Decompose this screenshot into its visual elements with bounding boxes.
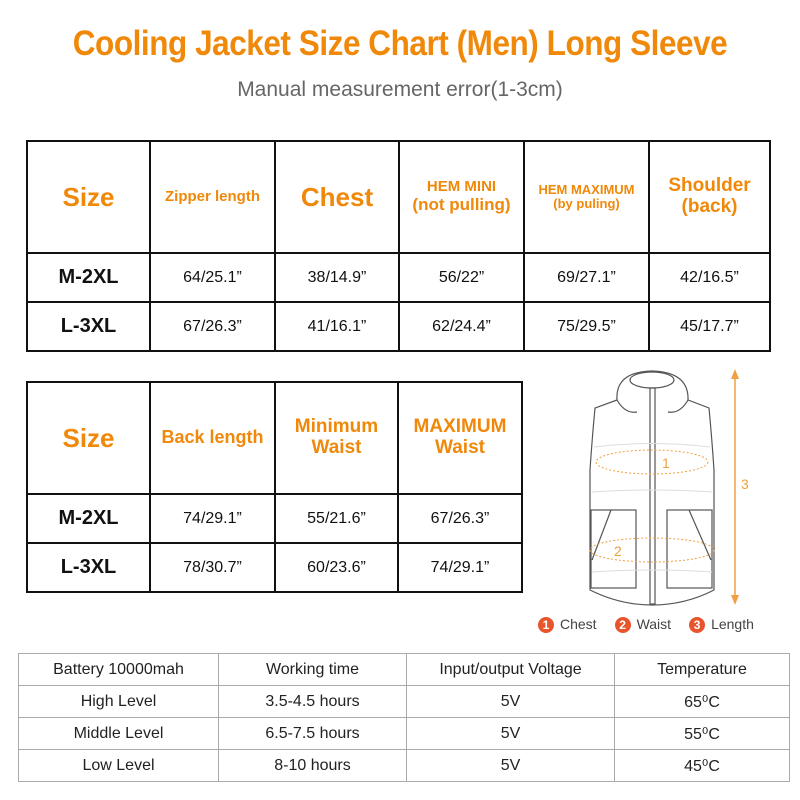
cell: 74/29.1” [398, 543, 522, 592]
cell: 38/14.9” [275, 253, 399, 302]
header-row [27, 382, 398, 494]
cell: 5V [407, 718, 615, 750]
cell: 62/24.4” [399, 302, 524, 351]
shoulder-label: Shoulder [668, 175, 751, 197]
cell: 67/26.3” [150, 302, 275, 351]
size-cell: L-3XL [27, 302, 150, 351]
size-cell: M-2XL [27, 494, 150, 543]
page-title: Cooling Jacket Size Chart (Men) Long Sleeve [72, 24, 728, 63]
cell: 55/21.6” [275, 494, 398, 543]
table-row [19, 718, 790, 750]
cell: 5V [407, 750, 615, 782]
max-waist-label: MAXIMUM [413, 416, 507, 438]
label-length-number: 3 [741, 476, 749, 492]
table-row [27, 494, 398, 543]
cell: 55⁰C [615, 718, 790, 750]
header-row [27, 141, 770, 253]
hem-max-label: HEM MAXIMUM [538, 181, 635, 197]
cell: High Level [19, 686, 219, 718]
header-cell: Working time [219, 654, 407, 686]
cell: Low Level [19, 750, 219, 782]
hem-mini-note: (not pulling) [412, 194, 511, 214]
legend-label: Length [711, 616, 754, 632]
cell: 67/26.3” [398, 494, 522, 543]
header-size: Size [27, 382, 150, 494]
cell: 3.5-4.5 hours [219, 686, 407, 718]
cell: 65⁰C [615, 686, 790, 718]
cell: 56/22” [399, 253, 524, 302]
legend-chest [538, 616, 597, 633]
header-cell: Temperature [615, 654, 790, 686]
table-row [27, 543, 398, 592]
header-row [19, 654, 790, 686]
size-cell: M-2XL [27, 253, 150, 302]
header-back-length: Back length [150, 382, 275, 494]
header-maximum-waist [398, 382, 522, 494]
header-hem-maximum [524, 141, 649, 253]
table-row [19, 750, 790, 782]
hem-max-note: (by puling) [553, 196, 620, 211]
cell: 75/29.5” [524, 302, 649, 351]
legend-length [689, 616, 754, 633]
shoulder-note: (back) [681, 196, 738, 217]
header-shoulder [649, 141, 770, 253]
cell: 60/23.6” [275, 543, 398, 592]
hem-mini-label: HEM MINI [426, 178, 497, 196]
min-waist-label: Minimum [294, 416, 379, 438]
cell: Middle Level [19, 718, 219, 750]
cell: 45/17.7” [649, 302, 770, 351]
subtitle: Manual measurement error(1-3cm) [237, 78, 563, 101]
header-hem-mini [399, 141, 524, 253]
header-chest: Chest [275, 141, 399, 253]
size-cell: L-3XL [27, 543, 150, 592]
cell: 78/30.7” [150, 543, 275, 592]
badge-icon: 1 [538, 617, 554, 633]
max-waist-note: Waist [435, 437, 485, 458]
cell: 74/29.1” [150, 494, 275, 543]
vest-body [590, 400, 714, 605]
cell: 8-10 hours [219, 750, 407, 782]
badge-icon: 3 [689, 617, 705, 633]
table-row [27, 302, 770, 351]
hood [617, 371, 688, 400]
cell: 5V [407, 686, 615, 718]
cell: 45⁰C [615, 750, 790, 782]
badge-icon: 2 [615, 617, 631, 633]
header-zipper-length: Zipper length [150, 141, 275, 253]
cell: 42/16.5” [649, 253, 770, 302]
legend-label: Waist [636, 616, 672, 632]
header-cell: Input/output Voltage [407, 654, 615, 686]
header-size: Size [27, 141, 150, 253]
table-row [27, 253, 770, 302]
table-row [19, 686, 790, 718]
min-waist-note: Waist [311, 437, 362, 458]
header-minimum-waist [275, 382, 398, 494]
size-table-2 [26, 381, 399, 593]
legend-waist [615, 616, 671, 633]
cell: 41/16.1” [275, 302, 399, 351]
cell: 69/27.1” [524, 253, 649, 302]
label-chest-number: 1 [662, 455, 670, 471]
size-table-2-max [397, 381, 523, 593]
cell: 64/25.1” [150, 253, 275, 302]
vest-diagram [580, 362, 800, 612]
label-waist-number: 2 [614, 543, 622, 559]
battery-table [18, 653, 790, 782]
header-cell: Battery 10000mah [19, 654, 219, 686]
diagram-legend [538, 616, 754, 633]
legend-label: Chest [560, 616, 597, 632]
cell: 6.5-7.5 hours [219, 718, 407, 750]
size-table-1 [26, 140, 771, 352]
